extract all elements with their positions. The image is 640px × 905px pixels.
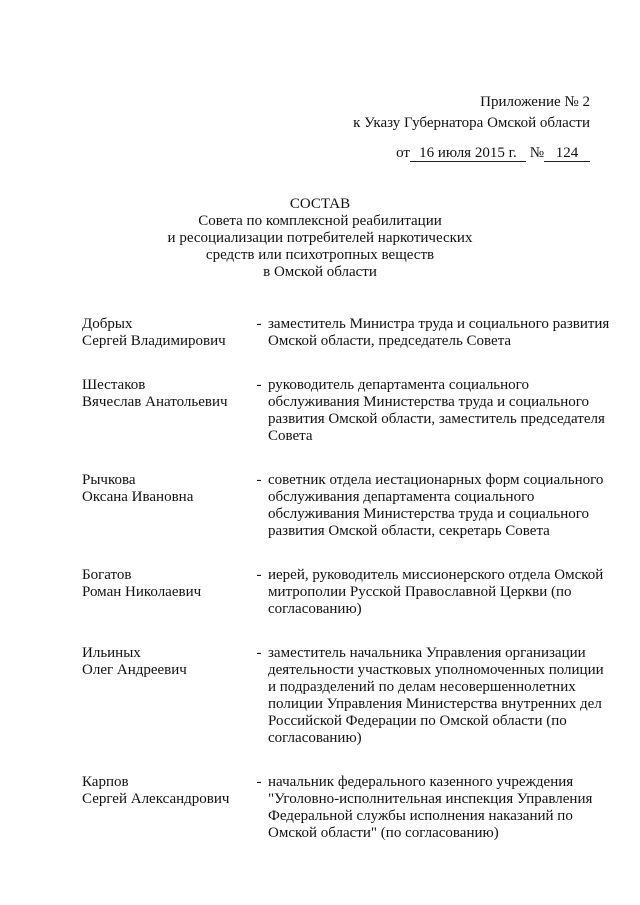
member-dash: - — [256, 316, 262, 332]
member-given-name: Олег Андреевич — [82, 662, 187, 678]
member-given-name: Вячеслав Анатольевич — [82, 394, 228, 410]
member-surname: Ильиных — [82, 645, 141, 661]
annex-reference: к Указу Губернатора Омской области — [353, 115, 590, 131]
title-line: средств или психотропных веществ — [205, 247, 435, 263]
decree-date-line — [396, 145, 590, 162]
member-row — [82, 316, 612, 350]
member-role: начальник федерального казенного учреждения "Уголовно-исполнительная инспекция Управления Федеральной службы исполнения наказаний по Омской области" (по согласованию) — [268, 774, 593, 841]
member-row — [82, 567, 612, 618]
member-role: советник отдела иестационарных форм социального обслуживания департамента социального обслуживания Министерства труда и социального развития Омской области, секретарь Совета — [268, 472, 604, 539]
member-role: руководитель департамента социального обслуживания Министерства труда и социального развития Омской области, заместитель председателя Совета — [268, 377, 605, 444]
number-prefix: № — [529, 145, 544, 161]
member-given-name: Сергей Александрович — [82, 791, 230, 807]
member-name — [82, 645, 250, 747]
member-name — [82, 472, 250, 540]
member-given-name: Роман Николаевич — [82, 584, 202, 600]
date-prefix: от — [396, 145, 410, 161]
document-title — [0, 196, 640, 281]
member-dash: - — [256, 472, 262, 488]
member-row — [82, 645, 612, 747]
member-given-name: Оксана Ивановна — [82, 489, 194, 505]
member-name — [82, 567, 250, 618]
member-role: заместитель Министра труда и социального развития Омской области, председатель Совета — [268, 316, 610, 349]
annex-header — [353, 94, 590, 136]
member-list — [82, 316, 612, 869]
member-name — [82, 316, 250, 350]
member-row — [82, 774, 612, 842]
decree-date: 16 июля 2015 г. — [410, 145, 526, 162]
title-line: в Омской области — [263, 264, 377, 280]
member-row — [82, 377, 612, 445]
member-name — [82, 774, 250, 842]
member-surname: Шестаков — [82, 377, 146, 393]
title-line: и ресоциализации потребителей наркотических — [167, 230, 473, 246]
member-dash: - — [256, 567, 262, 583]
title-line: СОСТАВ — [289, 196, 351, 212]
member-surname: Рычкова — [82, 472, 136, 488]
member-role: иерей, руководитель миссионерского отдела Омской митрополии Русской Православной Церкви (по согласованию) — [268, 567, 604, 617]
member-given-name: Сергей Владимирович — [82, 333, 226, 349]
member-dash: - — [256, 645, 262, 661]
decree-number: 124 — [544, 145, 590, 162]
member-dash: - — [256, 774, 262, 790]
member-surname: Карпов — [82, 774, 129, 790]
member-role: заместитель начальника Управления организации деятельности участковых уполномоченных полиции и подразделений по делам несовершеннолетних полиции Управления Министерства внутренних дел Российской Федерации по Омской области (по согласованию) — [268, 645, 604, 746]
member-name — [82, 377, 250, 445]
member-surname: Добрых — [82, 316, 133, 332]
member-surname: Богатов — [82, 567, 132, 583]
annex-number: Приложение № 2 — [480, 94, 590, 110]
title-line: Совета по комплексной реабилитации — [198, 213, 442, 229]
member-dash: - — [256, 377, 262, 393]
member-row — [82, 472, 612, 540]
